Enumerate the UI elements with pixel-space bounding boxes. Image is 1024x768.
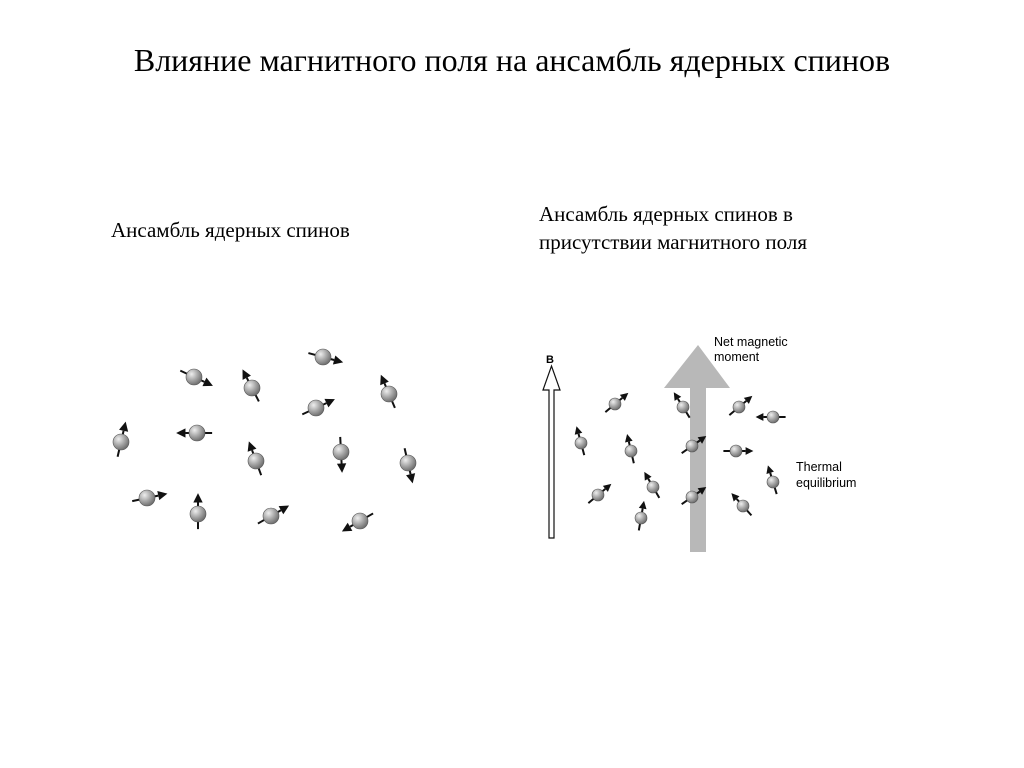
spin-arrowhead <box>639 501 647 509</box>
spin-left-9 <box>400 448 416 483</box>
nucleus-sphere <box>189 425 205 441</box>
nucleus-sphere <box>767 476 779 488</box>
nucleus-sphere <box>647 481 659 493</box>
spin-arrowhead <box>766 465 773 474</box>
nucleus-sphere <box>190 506 206 522</box>
spin-arrowhead <box>625 434 633 442</box>
nucleus-sphere <box>400 455 416 471</box>
spin-arrowhead <box>756 413 764 421</box>
nucleus-sphere <box>333 444 349 460</box>
spin-right-12 <box>766 465 779 494</box>
spin-left-1 <box>243 369 260 401</box>
spin-arrowhead <box>337 463 346 473</box>
nucleus-sphere <box>315 349 331 365</box>
spin-right-13 <box>635 501 647 531</box>
spin-left-11 <box>190 493 206 529</box>
aligned-spin-ensemble <box>575 392 786 530</box>
spin-arrowhead <box>746 447 754 455</box>
nucleus-sphere <box>244 380 260 396</box>
magnetic-field-arrow <box>543 366 560 538</box>
spin-left-2 <box>308 349 343 365</box>
spin-right-0 <box>605 393 628 412</box>
spin-left-5 <box>176 425 212 441</box>
spin-left-8 <box>333 437 349 473</box>
field-ensemble-caption-line-1: Ансамбль ядерных спинов в <box>539 202 793 226</box>
spin-left-4 <box>302 399 335 416</box>
spin-arrowhead <box>575 426 583 435</box>
nucleus-sphere <box>592 489 604 501</box>
spin-arrowhead <box>193 493 202 502</box>
spin-left-13 <box>342 513 373 531</box>
nucleus-sphere <box>686 440 698 452</box>
spin-left-3 <box>380 375 397 408</box>
spin-right-1 <box>674 392 690 417</box>
spin-right-5 <box>625 434 637 463</box>
spin-left-12 <box>258 506 289 524</box>
nucleus-sphere <box>730 445 742 457</box>
slide-title: Влияние магнитного поля на ансамбль ядерных спинов <box>133 42 891 78</box>
spin-right-9 <box>644 472 659 498</box>
nucleus-sphere <box>737 500 749 512</box>
nucleus-sphere <box>113 434 129 450</box>
thermal-equilibrium-label-line-2: equilibrium <box>796 476 857 490</box>
spin-left-0 <box>180 369 213 386</box>
nucleus-sphere <box>352 513 368 529</box>
spin-left-10 <box>132 490 167 506</box>
nucleus-sphere <box>677 401 689 413</box>
net-moment-label-line-1: Net magnetic <box>714 335 788 349</box>
spin-right-7 <box>723 445 753 457</box>
nucleus-sphere <box>635 512 647 524</box>
spin-left-6 <box>113 422 129 457</box>
nucleus-sphere <box>625 445 637 457</box>
nucleus-sphere <box>609 398 621 410</box>
spin-right-4 <box>575 426 587 455</box>
spin-arrowhead <box>333 355 343 364</box>
nucleus-sphere <box>575 437 587 449</box>
nucleus-sphere <box>381 386 397 402</box>
spin-arrowhead <box>157 491 167 500</box>
nucleus-sphere <box>308 400 324 416</box>
spin-left-7 <box>248 441 264 475</box>
net-moment-label-line-2: moment <box>714 350 760 364</box>
nucleus-sphere <box>733 401 745 413</box>
nucleus-sphere <box>263 508 279 524</box>
spin-right-8 <box>588 484 611 503</box>
spin-right-3 <box>756 411 786 423</box>
field-ensemble-caption-line-2: присутствии магнитного поля <box>539 230 808 254</box>
spin-right-11 <box>731 493 751 515</box>
nucleus-sphere <box>248 453 264 469</box>
random-spin-ensemble <box>113 349 416 531</box>
nucleus-sphere <box>186 369 202 385</box>
field-label: B <box>546 354 554 366</box>
nucleus-sphere <box>686 491 698 503</box>
spin-right-2 <box>729 396 752 415</box>
spin-arrowhead <box>406 473 415 483</box>
nucleus-sphere <box>767 411 779 423</box>
spin-arrowhead <box>176 428 185 437</box>
nucleus-sphere <box>139 490 155 506</box>
spin-arrowhead <box>119 422 128 432</box>
random-ensemble-caption: Ансамбль ядерных спинов <box>111 218 350 242</box>
thermal-equilibrium-label-line-1: Thermal <box>796 460 842 474</box>
